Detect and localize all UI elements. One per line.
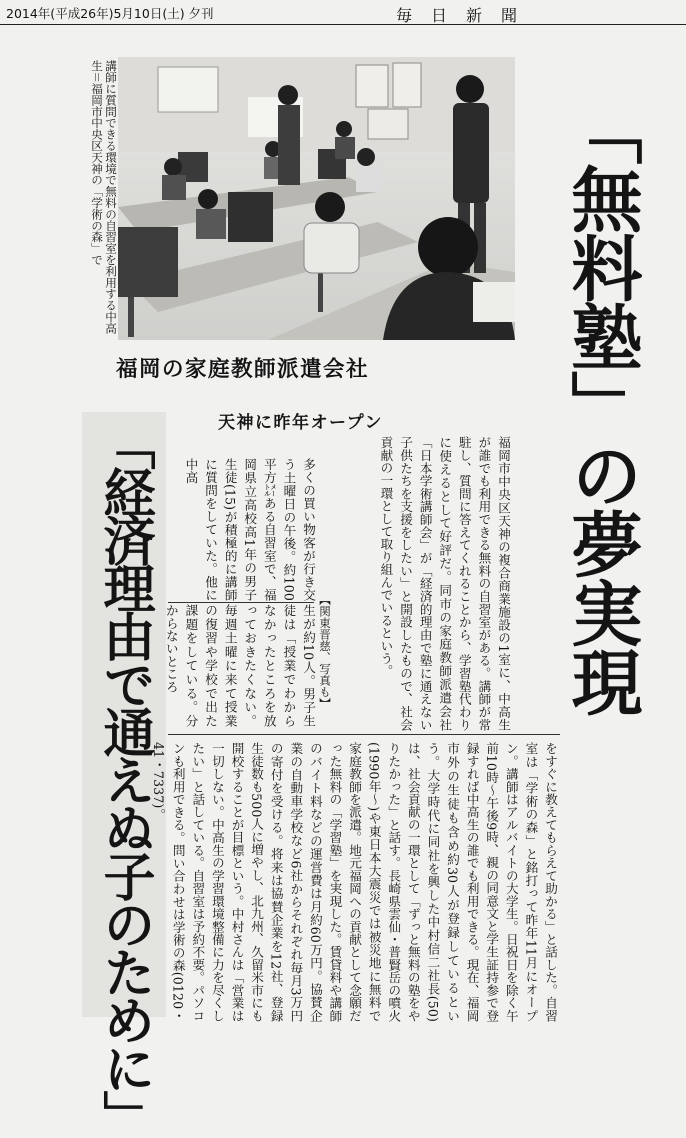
main-headline: 「無料塾」の夢実現 (560, 94, 643, 715)
sub-headline: 天神に昨年オープン (218, 413, 383, 433)
column-rule (168, 602, 314, 603)
article-bottom-columns: をすぐに教えてもらえて助かる」と話した。自習室は「学術の森」と銘打って昨年11月にオープン。講師はアルバイトの大学生。日祝日を除く午前10時～午後9時、親の同意文と学生証持参で登録すれば中高生の誰でも利用できる。現在、福岡市外の生徒も含め約30人が登録しているという。大学時代に同社を興した中村信二社長(50)は、社会貢献の一環として「ずっと無料の塾をやりたかった」と話す。長崎県雲仙・普賢岳の噴火(1990年～)や東日本大震災では被災地に無料で家庭教師を派遣。地元福岡への貢献として念願だった無料の「学習塾」を実現した。賃貸料や講師のバイト料などの運営費は月約60万円。協賛企業の自動車学校など6社からそれぞれ毎月3万円の寄付を受ける。将来は協賛企業を12社、登録生徒数も500人に増やし、北九州、久留米市にも開校することが目標という。中村さんは「営業は一切しない。中高生の学習環境整備に力を尽くしたい」と話している。自習室は予約不要。パソコンも利用できる。問い合わせは学術の森(0120・41・7337)。 (151, 742, 558, 1022)
side-headline: 「経済理由で通えぬ子のために」 (94, 418, 154, 1138)
photo-caption: 講師に質問できる環境で無料の自習室を利用する中高生＝福岡市中央区天神の「学術の森」で (90, 60, 118, 334)
classroom-photo-illustration (118, 57, 515, 340)
company-headline: 福岡の家庭教師派遣会社 (116, 357, 370, 382)
classroom-photo (118, 57, 515, 340)
byline: 【関東晋慈、写真も】 (318, 594, 332, 709)
header-rule (0, 24, 686, 25)
newspaper-name: 毎日新聞 (396, 6, 537, 25)
article-column-left-bottom: 生が約10人。男子生徒は「授業でわからなかったところを放っておきたくない。毎週土曜に来て授業の復習や学校で出た課題をしている。分からないところ (163, 604, 316, 727)
article-column-left-top: 多くの買い物客が行き交う土曜日の午後。約100平方㍍ある自習室で、福岡県立高校高1年の男子生徒(15)が積極的に講師に質問をしていた。他に中高 (183, 458, 316, 601)
edition-date: 2014年(平成26年)5月10日(土) 夕刊 (6, 6, 214, 21)
section-rule (168, 734, 560, 735)
article-column-right: 福岡市中央区天神の複合商業施設の1室に、中高生が誰でも利用できる無料の自習室がある。講師が常駐し、質問に答えてくれることから、学習塾代わりに使えるとして好評だ。同市の家庭教師派遣会社「日本学術講師会」が「経済的理由で塾に通えない子供たちを支援をしたい」と開設したもので、社会貢献の一環として取り組んでいるという。 (378, 436, 511, 731)
